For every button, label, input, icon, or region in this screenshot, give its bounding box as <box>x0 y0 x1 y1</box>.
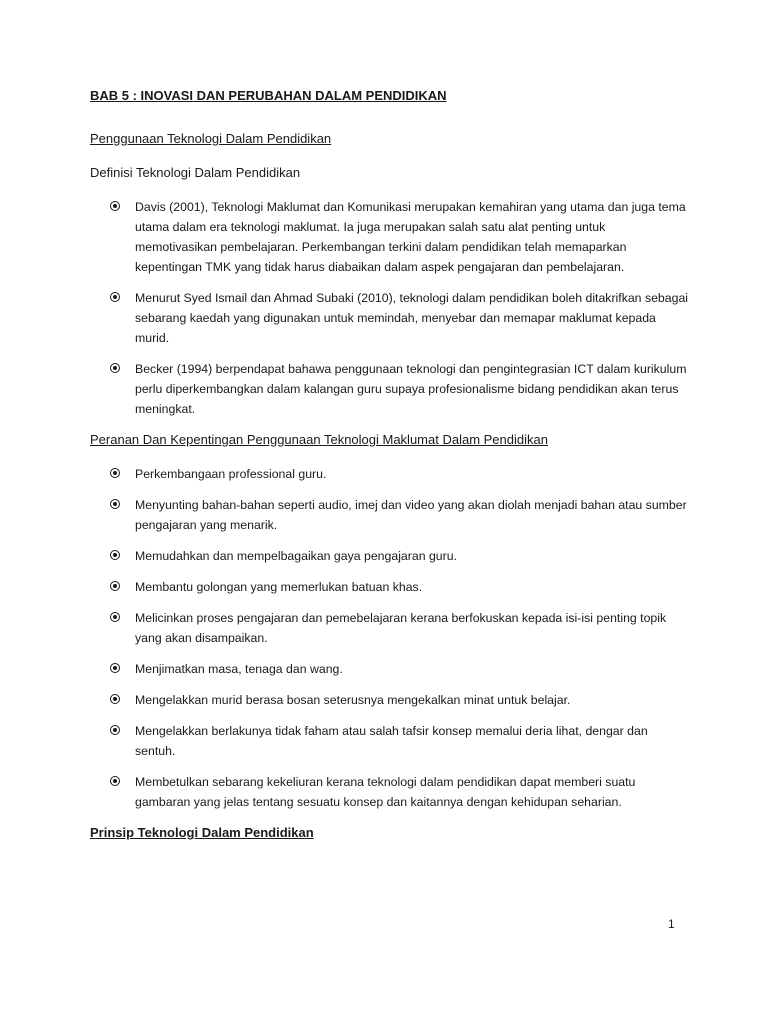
list-item <box>90 464 690 484</box>
list-item-text: Menjimatkan masa, tenaga dan wang. <box>135 662 343 676</box>
list-item <box>90 659 690 679</box>
circle-bullet-icon <box>110 581 120 591</box>
list-item-text: Memudahkan dan mempelbagaikan gaya pengajaran guru. <box>135 549 457 563</box>
list-item-text: Davis (2001), Teknologi Maklumat dan Komunikasi merupakan kemahiran yang utama dan juga tema utama dalam era teknologi maklumat. Ia juga merupakan salah satu alat penting untuk memotivasikan pembelajaran. Perkembangan terkini dalam pendidikan telah memaparkan kepentingan TMK yang tidak harus diabaikan dalam aspek pengajaran dan pembelajaran. <box>135 200 686 274</box>
circle-bullet-icon <box>110 201 120 211</box>
list-item <box>90 197 690 277</box>
list-item-text: Mengelakkan murid berasa bosan seterusnya mengekalkan minat untuk belajar. <box>135 693 571 707</box>
circle-bullet-icon <box>110 612 120 622</box>
list-item-text: Menurut Syed Ismail dan Ahmad Subaki (2010), teknologi dalam pendidikan boleh ditakrifkan sebagai sebarang kaedah yang digunakan untuk memindah, menyebar dan memapar maklumat kepada murid. <box>135 291 689 345</box>
list-item <box>90 721 690 761</box>
circle-bullet-icon <box>110 694 120 704</box>
section-heading-peranan: Peranan Dan Kepentingan Penggunaan Teknologi Maklumat Dalam Pendidikan <box>90 432 548 447</box>
section-heading-penggunaan: Penggunaan Teknologi Dalam Pendidikan <box>90 131 332 146</box>
chapter-title: BAB 5 : INOVASI DAN PERUBAHAN DALAM PENDIDIKAN <box>90 88 447 103</box>
definition-list <box>90 197 690 419</box>
list-item-text: Membetulkan sebarang kekeliuran kerana teknologi dalam pendidikan dapat memberi suatu gambaran yang jelas tentang sesuatu konsep dan kaitannya dengan kehidupan seharian. <box>135 775 636 809</box>
section-heading-prinsip: Prinsip Teknologi Dalam Pendidikan <box>90 825 314 840</box>
list-item-text: Melicinkan proses pengajaran dan pemebelajaran kerana berfokuskan kepada isi-isi penting topik yang akan disampaikan. <box>135 611 667 645</box>
circle-bullet-icon <box>110 776 120 786</box>
circle-bullet-icon <box>110 663 120 673</box>
list-item-text: Perkembangaan professional guru. <box>135 467 327 481</box>
circle-bullet-icon <box>110 550 120 560</box>
list-item-text: Becker (1994) berpendapat bahawa penggunaan teknologi dan pengintegrasian ICT dalam kurikulum perlu diperkembangkan dalam kalangan guru supaya profesionalisme bidang pendidikan akan terus meningkat. <box>135 362 687 416</box>
subheading-definisi: Definisi Teknologi Dalam Pendidikan <box>90 165 301 180</box>
circle-bullet-icon <box>110 725 120 735</box>
circle-bullet-icon <box>110 468 120 478</box>
list-item <box>90 690 690 710</box>
list-item <box>90 772 690 812</box>
circle-bullet-icon <box>110 499 120 509</box>
role-list <box>90 464 690 812</box>
page-content <box>90 86 690 857</box>
list-item <box>90 495 690 535</box>
list-item <box>90 577 690 597</box>
page-number: 1 <box>668 917 675 931</box>
list-item <box>90 288 690 348</box>
circle-bullet-icon <box>110 363 120 373</box>
list-item-text: Membantu golongan yang memerlukan batuan khas. <box>135 580 423 594</box>
list-item-text: Menyunting bahan-bahan seperti audio, imej dan video yang akan diolah menjadi bahan atau sumber pengajaran yang menarik. <box>135 498 687 532</box>
list-item <box>90 546 690 566</box>
list-item <box>90 359 690 419</box>
circle-bullet-icon <box>110 292 120 302</box>
list-item-text: Mengelakkan berlakunya tidak faham atau salah tafsir konsep memalui deria lihat, dengar dan sentuh. <box>135 724 648 758</box>
list-item <box>90 608 690 648</box>
